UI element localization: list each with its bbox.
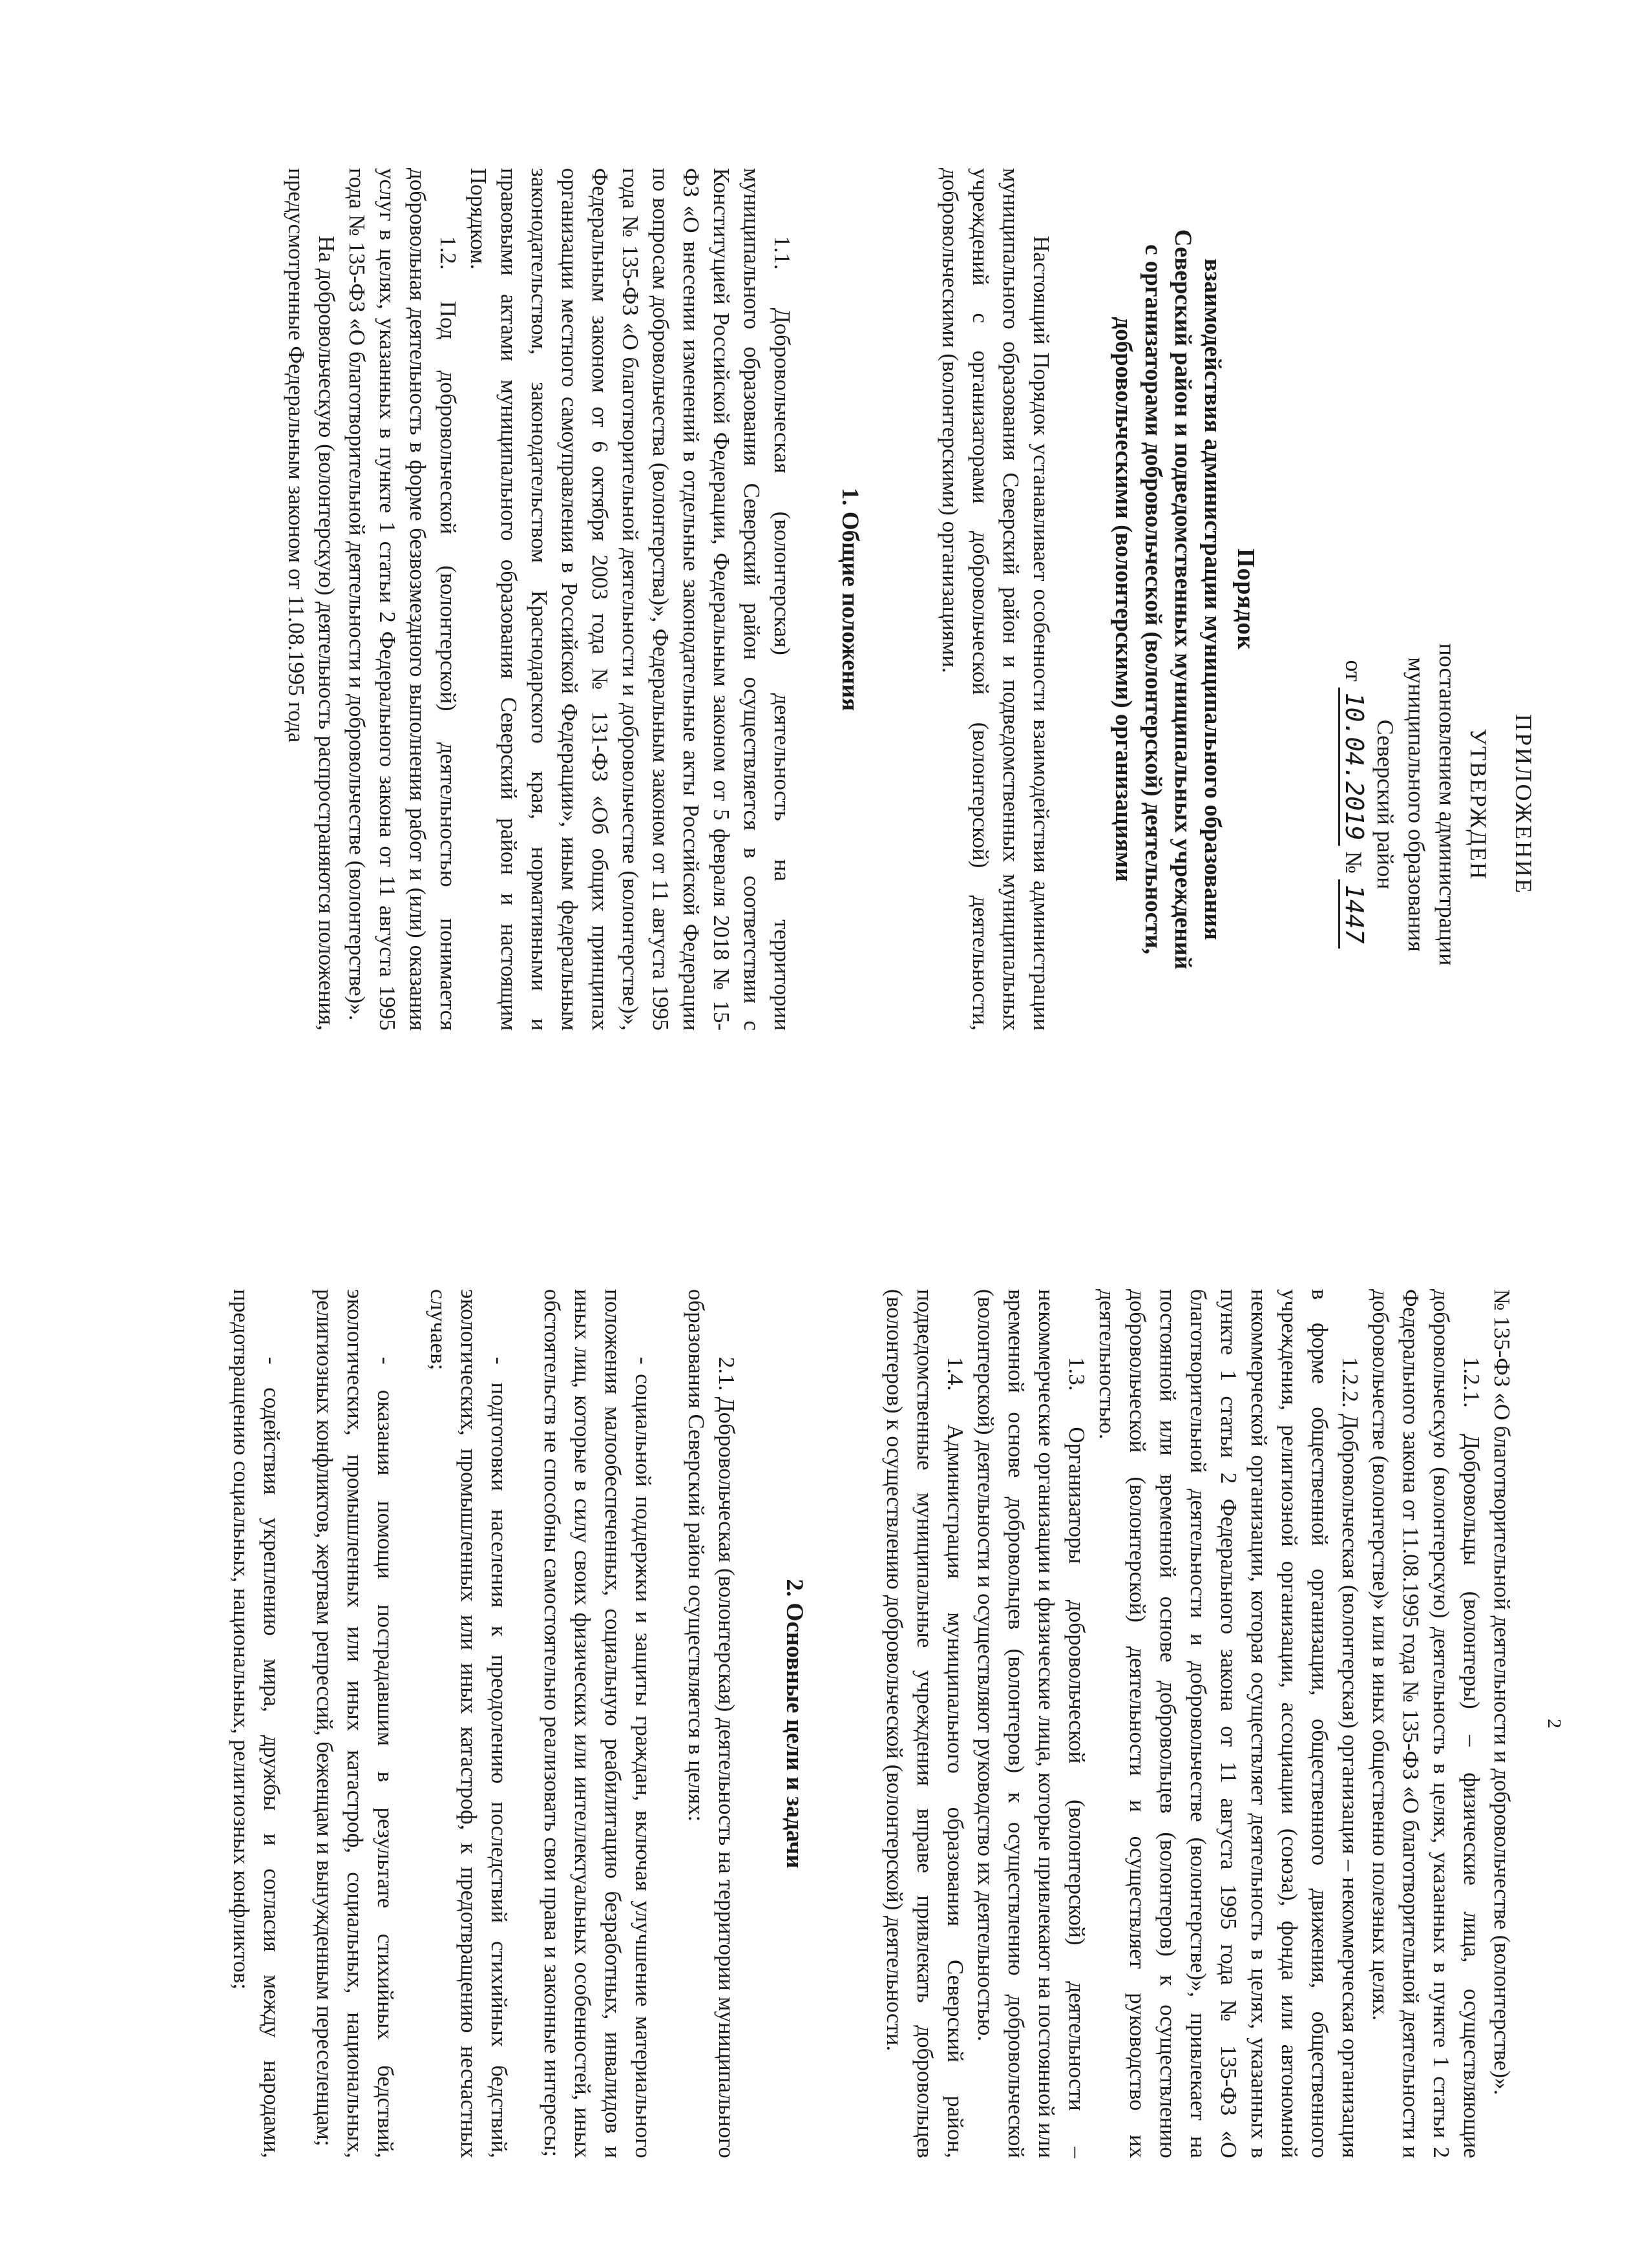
title-heading: Порядок (1232, 548, 1259, 651)
right-page (0, 1134, 1649, 2268)
intro-paragraph: Настоящий Порядок устанавливает особенности взаимодействия администрации муниципального образования Северский район и подведомственных муниципальных учреждений с организаторами добровольческой (волонтерской) деятельности, добровольческими (волонтерскими) организациями. (938, 168, 1054, 1031)
title-line-2: Северский район и подведомственных муниципальных учреждений (1170, 229, 1196, 970)
paragraph-1-4: 1.4. Администрация муниципального образования Северский район, подведомственные муниципальные учреждения вправе привлекать добровольцев (волонтеров) к осуществлению добровольческой (волонтерской) деятельности. (882, 1289, 968, 2158)
number-prefix: № (1341, 851, 1367, 874)
date-prefix: от (1341, 660, 1367, 682)
paragraph-2-1: 2.1. Добровольческая (волонтерская) деятельность на территории муниципального образования Северский район осуществляется в целях: (684, 1289, 739, 2158)
title-line-3: с организаторами добровольческой (волонтерской) деятельности, (1140, 244, 1166, 954)
paragraph-1-3: 1.3. Организаторы добровольческой (волонтерской) деятельности – некоммерческие организации и физические лица, которые привлекают на постоянной или временной основе добровольцев (волонтеров) к осуществлению добровольческой (волонтерской) деятельности и осуществляют руководство их деятельностью. (973, 1289, 1089, 2158)
page-number: 2 (1544, 1719, 1565, 1728)
list-item: - подготовки населения к преодолению последствий стихийных бедствий, экологических, промышленных или иных катастроф, к предотвращению несчастных случаев; (426, 1289, 512, 2158)
section-2-heading: 2. Основные цели и задачи (781, 1579, 808, 1869)
list-item: - содействия укреплению мира, дружбы и согласия между народами, предотвращению социальных, национальных, религиозных конфликтов; (229, 1289, 284, 2158)
document-title (1108, 168, 1261, 1031)
section-1-heading: 1. Общие положения (837, 487, 863, 711)
list-item: - оказания помощи пострадавшим в результате стихийных бедствий, экологических, промышленных или иных катастроф, социальных, национальных, религиозных конфликтов, жертвам репрессий, беженцам и вынужденным переселенцам; (312, 1289, 398, 2158)
approval-stamp-block (1338, 624, 1539, 985)
paragraph-1-2-2: 1.2.2. Добровольческая (волонтерская) организация – некоммерческая организация в форме общественной организации, общественного движения, общественного учреждения, религиозной организации, ассоциации (союза), фонда или автономной некоммерческой организации, которая осуществляет деятельность в целях, указанных в пункте 1 статьи 2 Федерального закона от 11 августа 1995 года № 135-ФЗ «О благотворительной деятельности и добровольчестве (волонтерстве)», привлекает на постоянной или временной основе добровольцев (волонтеров) к осуществлению добровольческой (волонтерской) деятельности и осуществляет руководство их деятельностью. (1095, 1289, 1363, 2158)
paragraph-1-2: 1.2. Под добровольческой (волонтерской) деятельностью понимается добровольная деятельность в форме безвозмездного выполнения работ и (или) оказания услуг в целях, указанных в пункте 1 статьи 2 Федерального закона от 11 августа 1995 года № 135-ФЗ «О благотворительной деятельности и добровольчестве (волонтерстве)». (344, 168, 461, 1031)
handwritten-number: 1447 (1338, 879, 1369, 949)
paragraph-1-2-1: 1.2.1. Добровольцы (волонтеры) – физические лица, осуществляющие добровольческую (волонтерскую) деятельность в целях, указанных в пункте 1 статьи 2 Федерального закона от 11.08.1995 года № 135-ФЗ «О благотворительной деятельности и добровольчестве (волонтерстве)» или в иных общественно полезных целях. (1368, 1289, 1484, 2158)
title-line-4: добровольческими (волонтерскими) организациями (1110, 317, 1137, 882)
list-item: - социальной поддержки и защиты граждан, включая улучшение материального положения малообеспеченных, социальную реабилитацию безработных, инвалидов и иных лиц, которые в силу своих физических или интеллектуальных особенностей, иных обстоятельств не способны самостоятельно реализовать свои права и законные интересы; (540, 1289, 656, 2158)
appendix-label: ПРИЛОЖЕНИЕ (1511, 714, 1537, 895)
title-line-1: взаимодействия администрации муниципального образования (1199, 258, 1226, 940)
approved-label: УТВЕРЖДЕН (1465, 728, 1491, 881)
paragraph-1-1: 1.1. Добровольческая (волонтерская) деятельность на территории муниципального образования Северский район осуществляется в соответствии с Конституцией Российской Федерации, Федеральным законом от 5 февраля 2018 № 15-ФЗ «О внесении изменений в отдельные законодательные акты Российской Федерации по вопросам добровольчества (волонтерства)», Федеральным законом от 11 августа 1995 года № 135-ФЗ «О благотворительной деятельности и добровольчестве (волонтерстве)», Федеральным законом от 6 октября 2003 года № 131-ФЗ «Об общих принципах организации местного самоуправления в Российской Федерации», иным федеральным законодательством, законодательством Краснодарского края, нормативными и правовыми актами муниципального образования Северский район и настоящим Порядком. (466, 168, 795, 1031)
paragraph-1-2-continued: На добровольческую (волонтерскую) деятельность распространяются положения, предусмотренные Федеральным законом от 11.08.1995 года (284, 168, 339, 1031)
approval-line-3: Северский район (1372, 719, 1398, 890)
handwritten-date: 10.04.2019 (1338, 688, 1369, 846)
approval-line-1: постановлением администрации (1434, 643, 1460, 966)
approval-date-line (1338, 624, 1370, 985)
paragraph-1-2-end: № 135-ФЗ «О благотворительной деятельности и добровольчестве (волонтерстве)». (1489, 1289, 1515, 2095)
approval-line-2: муниципального образования (1403, 657, 1429, 952)
